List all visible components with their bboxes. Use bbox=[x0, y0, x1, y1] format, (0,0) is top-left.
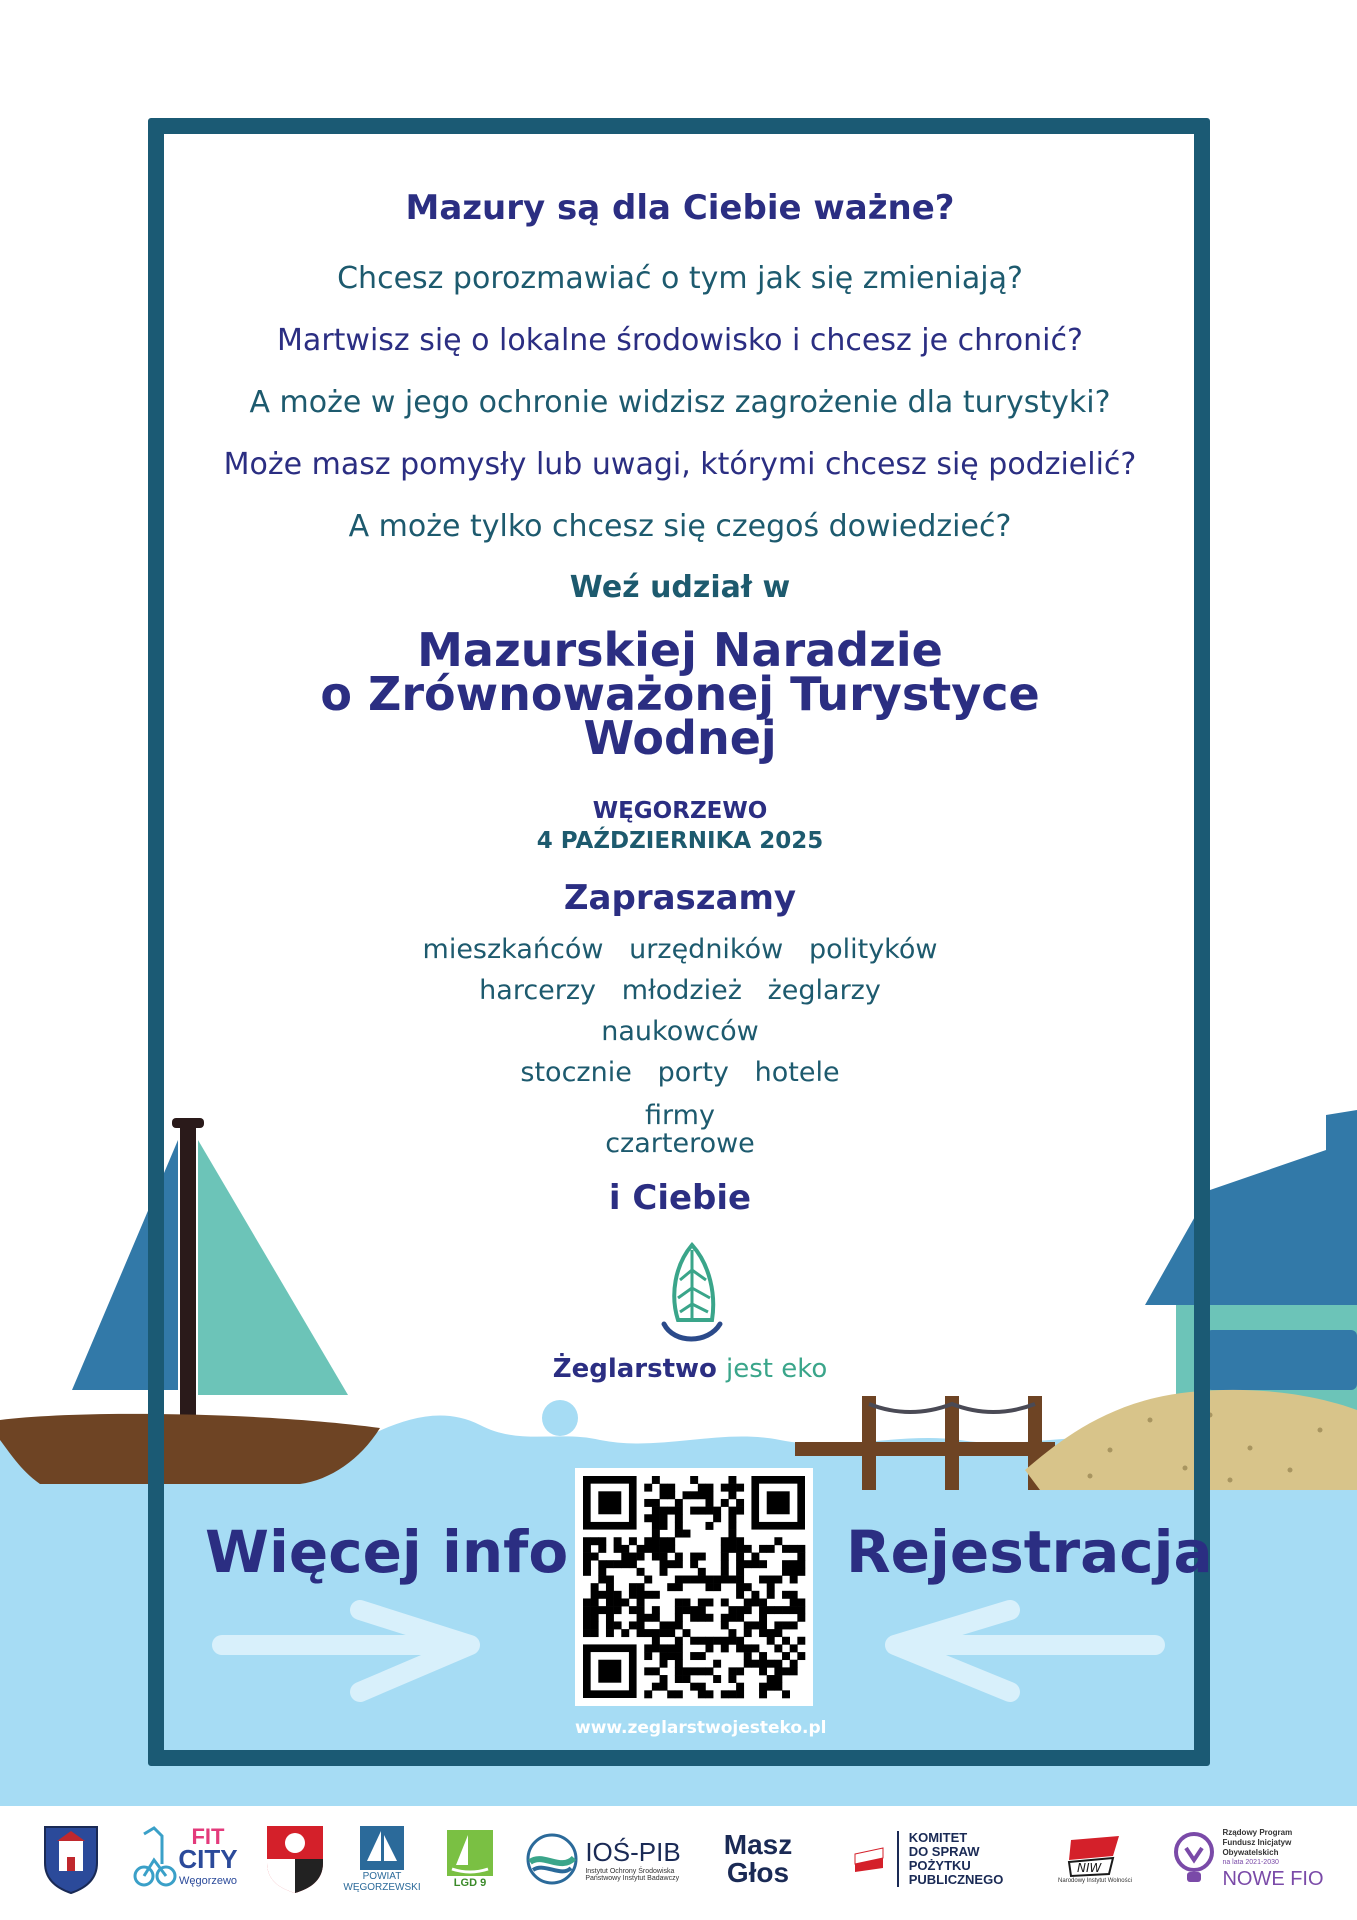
sail-leaf-icon bbox=[650, 1240, 730, 1350]
question-2: Martwisz się o lokalne środowisko i chcesz je chronić? bbox=[277, 323, 1083, 358]
brand-name bbox=[540, 1354, 840, 1384]
fio-line-4: na lata 2021-2030 bbox=[1222, 1859, 1279, 1866]
zeglarstwo-jest-eko-logo bbox=[540, 1240, 840, 1384]
powiat-coat-of-arms bbox=[262, 1806, 328, 1912]
nowe-fio-logo bbox=[1158, 1806, 1338, 1912]
fio-line-3: Obywatelskich bbox=[1222, 1848, 1279, 1857]
audience-czarterowe: czarterowe bbox=[605, 1128, 755, 1159]
eagle-shield-icon bbox=[264, 1823, 326, 1895]
lgd9-logo bbox=[440, 1806, 500, 1912]
audience-line-2: harcerzy młodzież żeglarzy bbox=[479, 975, 881, 1006]
fit-city-text bbox=[178, 1826, 237, 1892]
komitet-divider bbox=[897, 1831, 899, 1887]
niw-icon bbox=[1067, 1834, 1123, 1878]
polish-flag-icon bbox=[853, 1844, 887, 1874]
komitet-line-2: DO SPRAW bbox=[908, 1844, 980, 1859]
masz-text: Masz bbox=[723, 1829, 793, 1860]
event-title-line-3: Wodnej bbox=[583, 711, 777, 765]
brand-part-2: jest eko bbox=[725, 1354, 828, 1384]
komitet-logo bbox=[828, 1806, 1028, 1912]
question-5: A może tylko chcesz się czegoś dowiedzieć? bbox=[348, 509, 1012, 544]
ios-sub-2: Państwowy Instytut Badawczy bbox=[585, 1874, 680, 1882]
question-4: Może masz pomysły lub uwagi, którymi chcesz się podzielić? bbox=[223, 447, 1137, 482]
lgd-text: LGD 9 bbox=[453, 1877, 487, 1889]
komitet-line-4: PUBLICZNEGO bbox=[908, 1872, 1004, 1887]
ios-globe-icon bbox=[525, 1832, 579, 1886]
glos-text: Głos bbox=[726, 1857, 790, 1888]
sponsor-logos-bar bbox=[10, 1806, 1347, 1912]
coat-of-arms-icon bbox=[41, 1823, 101, 1895]
invite-heading: Zapraszamy bbox=[563, 878, 797, 918]
take-part-text: Weź udział w bbox=[569, 570, 791, 605]
powiat-text: POWIAT bbox=[362, 1871, 402, 1882]
event-date: 4 PAŹDZIERNIKA 2025 bbox=[536, 828, 824, 854]
ios-pib-logo bbox=[508, 1806, 698, 1912]
audience-line-1: mieszkańców urzędników polityków bbox=[422, 934, 938, 965]
wegorzewski-text: WĘGORZEWSKI bbox=[343, 1882, 421, 1893]
audience-line-5 bbox=[200, 1102, 1160, 1158]
komitet-line-1: KOMITET bbox=[908, 1830, 968, 1845]
event-title bbox=[200, 623, 1160, 765]
event-title-line-1: Mazurskiej Naradzie bbox=[417, 623, 943, 677]
fit-text: FIT bbox=[191, 1824, 225, 1849]
question-3: A może w jego ochronie widzisz zagrożenie dla turystyki? bbox=[249, 385, 1111, 420]
lgd-sail-icon bbox=[446, 1829, 494, 1877]
fio-line-1: Rządowy Program bbox=[1222, 1828, 1293, 1837]
niw-mark: NIW bbox=[1077, 1861, 1102, 1875]
qr-code[interactable] bbox=[575, 1468, 813, 1706]
niw-logo bbox=[1040, 1806, 1150, 1912]
audience-line-4: stocznie porty hotele bbox=[520, 1057, 840, 1088]
sailboat-icon bbox=[359, 1825, 405, 1871]
wegorzewo-text: Węgorzewo bbox=[178, 1875, 238, 1887]
fit-city-logo bbox=[120, 1806, 250, 1912]
ios-name: IOŚ-PIB bbox=[585, 1836, 681, 1867]
website-link[interactable]: www.zeglarstwojesteko.pl bbox=[575, 1718, 827, 1738]
question-title: Mazury są dla Ciebie ważne? bbox=[405, 188, 955, 228]
event-title-line-2: o Zrównoważonej Turystyce bbox=[320, 667, 1040, 721]
and-you-text: i Ciebie bbox=[608, 1178, 752, 1218]
wegorzewo-coat-of-arms bbox=[40, 1806, 102, 1912]
lightbulb-icon bbox=[1172, 1830, 1216, 1888]
house-window bbox=[1206, 1330, 1357, 1390]
bicycle-icon bbox=[132, 1824, 178, 1894]
audience-line-3: naukowców bbox=[601, 1016, 759, 1047]
question-1: Chcesz porozmawiać o tym jak się zmieniają? bbox=[337, 261, 1023, 296]
masz-glos-logo bbox=[706, 1806, 810, 1912]
register-text: Rejestracja bbox=[846, 1518, 1213, 1586]
powiat-wegorzewski-logo bbox=[336, 1806, 428, 1912]
city-text: CITY bbox=[178, 1844, 238, 1874]
fio-line-2: Fundusz Inicjatyw bbox=[1222, 1838, 1292, 1847]
qr-code-image bbox=[575, 1468, 813, 1706]
ios-sub-1: Instytut Ochrony Środowiska bbox=[585, 1867, 675, 1875]
more-info-text: Więcej info bbox=[205, 1518, 569, 1586]
fio-name: NOWE FIO bbox=[1222, 1868, 1324, 1890]
komitet-line-3: POŻYTKU bbox=[908, 1858, 971, 1873]
event-location: WĘGORZEWO bbox=[592, 798, 768, 824]
niw-sub: Narodowy Instytut Wolności bbox=[1058, 1878, 1132, 1884]
event-place-date bbox=[200, 796, 1160, 856]
audience-firmy: firmy bbox=[645, 1100, 715, 1131]
brand-part-1: Żeglarstwo bbox=[552, 1354, 717, 1384]
